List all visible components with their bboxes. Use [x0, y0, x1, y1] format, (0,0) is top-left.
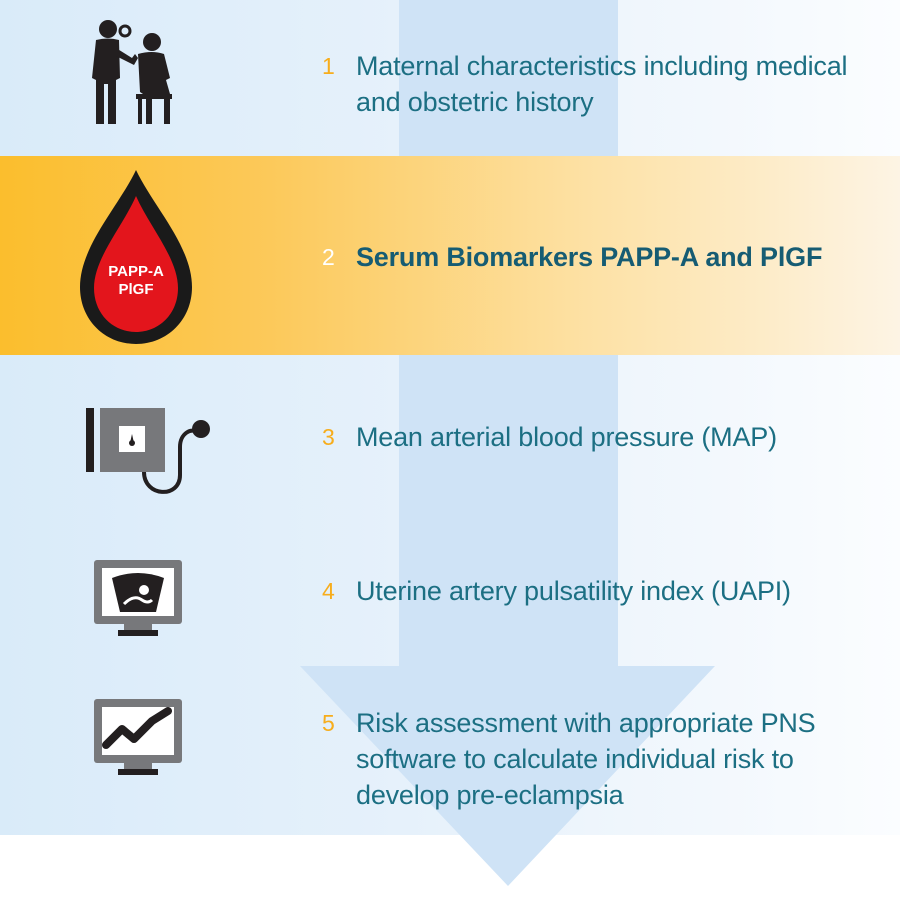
step-2	[0, 156, 900, 355]
drop-text-line-2: PlGF	[118, 281, 154, 298]
step-label: Uterine artery pulsatility index (UAPI)	[356, 576, 791, 606]
step-label: Risk assessment with appropriate PNS software to calculate individual risk to develop pre-eclampsia	[356, 708, 816, 810]
ultrasound-monitor-icon	[94, 560, 182, 640]
step-number: 2	[322, 244, 335, 270]
step-3	[0, 355, 900, 535]
drop-text-line-1: PAPP-A	[108, 263, 164, 280]
step-3-text	[322, 419, 870, 455]
step-2-text	[322, 239, 870, 275]
step-5	[0, 685, 900, 835]
step-4	[0, 535, 900, 685]
step-number: 5	[322, 710, 335, 736]
doctor-patient-icon	[86, 18, 184, 130]
step-number: 4	[322, 578, 335, 604]
step-number: 1	[322, 53, 335, 79]
step-1-text	[322, 48, 870, 120]
step-5-text	[322, 705, 870, 813]
step-number: 3	[322, 424, 335, 450]
step-label: Mean arterial blood pressure (MAP)	[356, 422, 777, 452]
blood-drop-icon	[75, 166, 197, 348]
risk-chart-monitor-icon	[94, 699, 182, 779]
blood-pressure-monitor-icon	[84, 405, 214, 501]
step-label: Serum Biomarkers PAPP-A and PlGF	[356, 242, 823, 272]
step-4-text	[322, 573, 870, 609]
step-1	[0, 0, 900, 156]
step-label: Maternal characteristics including medical and obstetric history	[356, 51, 848, 117]
drop-text	[84, 263, 188, 299]
